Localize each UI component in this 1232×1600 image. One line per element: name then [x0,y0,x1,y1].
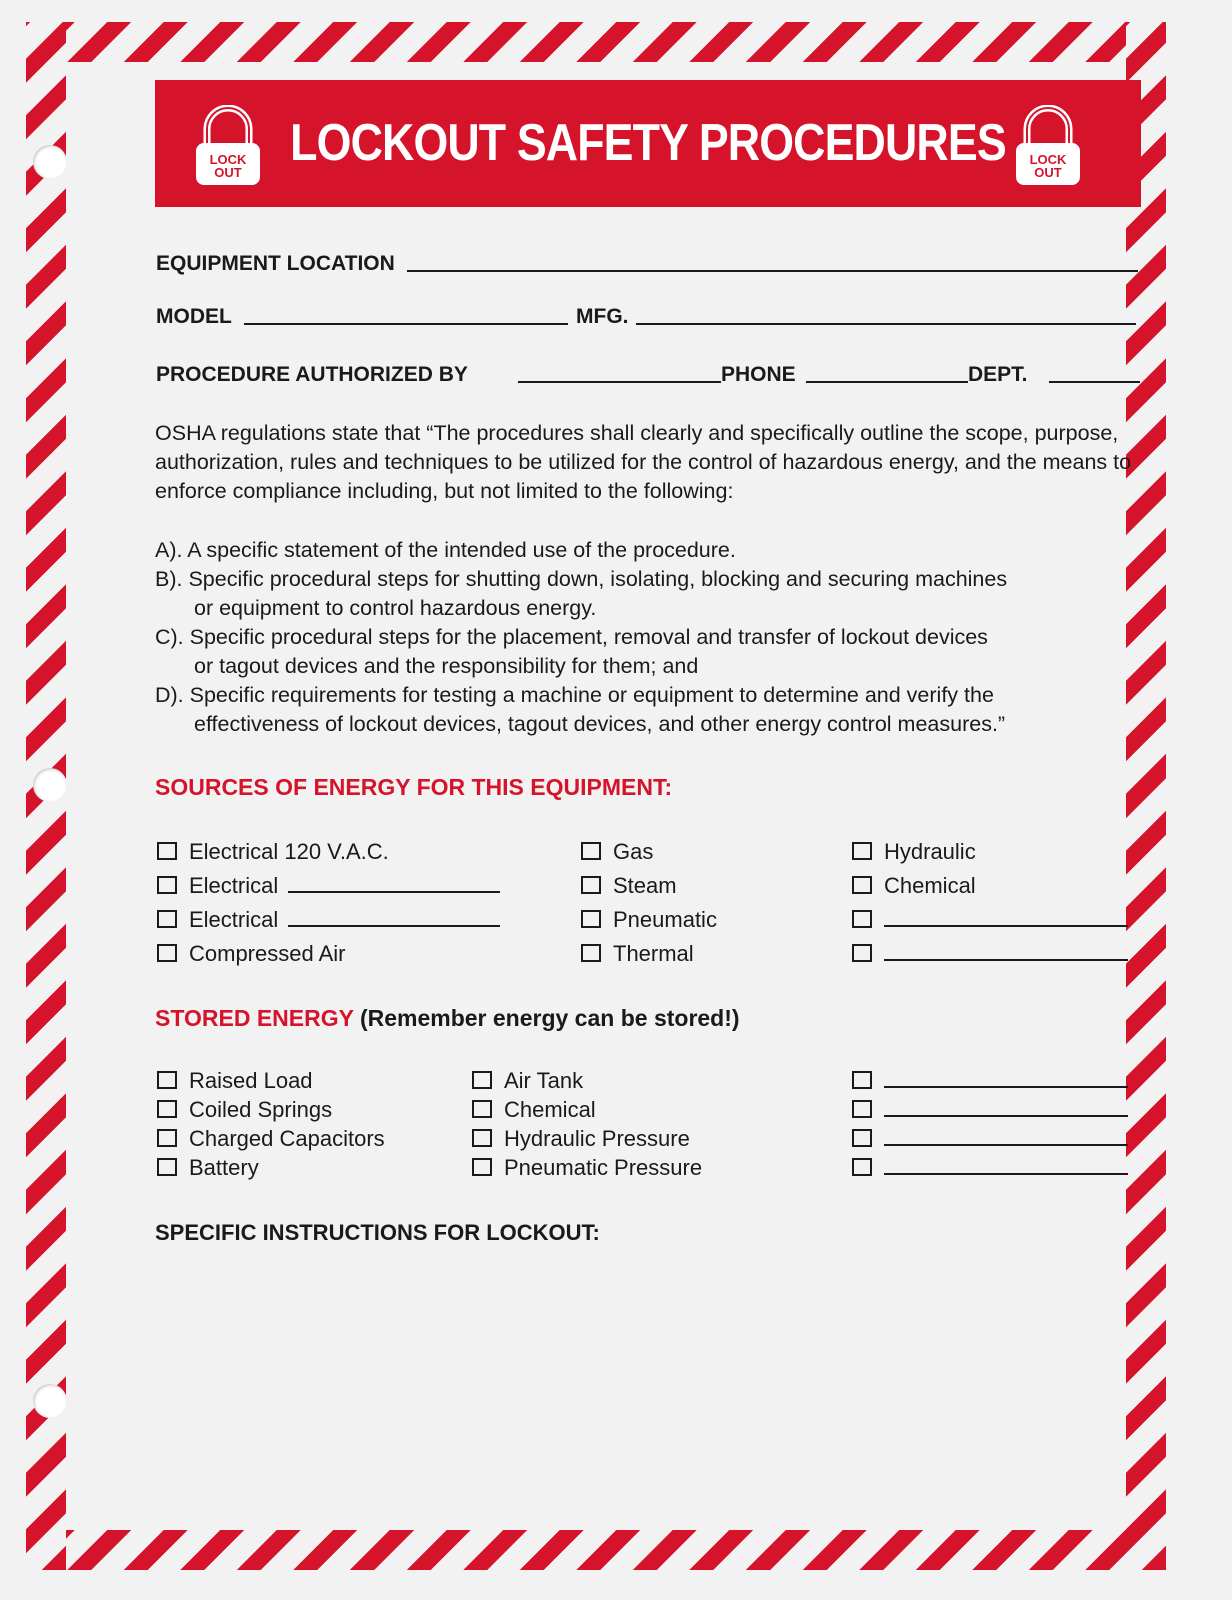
binder-hole-middle [33,768,67,802]
authorized-by-field[interactable] [518,381,721,383]
list-item: D). Specific requirements for testing a machine or equipment to determine and verify the effectiveness of lockout devices, tagout devices, and other energy control measures.” [155,683,1006,736]
source-option[interactable]: Hydraulic [852,839,976,865]
checkbox[interactable] [852,1071,872,1089]
source-option[interactable]: Steam [581,873,677,899]
specific-instructions-heading: SPECIFIC INSTRUCTIONS FOR LOCKOUT: [155,1220,600,1245]
stored-option[interactable]: Chemical [472,1097,596,1123]
fill-in-line[interactable] [288,924,500,927]
source-option[interactable]: Chemical [852,873,976,899]
stored-option[interactable] [852,1068,1128,1094]
header-banner [155,80,1141,207]
stored-option[interactable]: Charged Capacitors [157,1126,385,1152]
mfg-field[interactable] [636,323,1136,325]
checkbox[interactable] [157,842,177,860]
checkbox[interactable] [852,876,872,894]
stored-option[interactable]: Raised Load [157,1068,313,1094]
list-item: B). Specific procedural steps for shutting down, isolating, blocking and securing machines or equipment to control hazardous energy. [155,567,1008,620]
checkbox[interactable] [852,1129,872,1147]
source-option[interactable]: Electrical [157,873,500,899]
checkbox[interactable] [472,1100,492,1118]
checkbox[interactable] [581,910,601,928]
source-option[interactable]: Gas [581,839,653,865]
checkbox[interactable] [852,1100,872,1118]
checkbox[interactable] [157,910,177,928]
fill-in-line[interactable] [884,1143,1128,1146]
stored-option[interactable]: Air Tank [472,1068,583,1094]
osha-paragraph: OSHA regulations state that “The procedures shall clearly and specifically outline the scope, purpose, authorization, rules and techniques to be utilized for the control of hazardous energy, and the means to enforce compliance including, but not limited to the following: [155,421,1132,503]
source-option[interactable]: Electrical [157,907,500,933]
mfg-label: MFG. [576,305,629,328]
source-option[interactable]: Compressed Air [157,941,346,967]
source-option[interactable]: Electrical 120 V.A.C. [157,839,389,865]
checkbox[interactable] [852,1158,872,1176]
checkbox[interactable] [581,842,601,860]
phone-label: PHONE [721,363,796,386]
stored-option[interactable]: Coiled Springs [157,1097,332,1123]
stored-option[interactable]: Hydraulic Pressure [472,1126,690,1152]
fill-in-line[interactable] [884,958,1128,961]
source-option[interactable] [852,907,1128,933]
checkbox[interactable] [157,876,177,894]
checkbox[interactable] [157,1158,177,1176]
checkbox[interactable] [157,1100,177,1118]
checkbox[interactable] [472,1129,492,1147]
checkbox[interactable] [852,910,872,928]
authorized-by-label: PROCEDURE AUTHORIZED BY [156,363,468,386]
stored-energy-heading: STORED ENERGY (Remember energy can be stored!) [155,1005,740,1031]
list-item: A). A specific statement of the intended use of the procedure. [155,538,736,562]
fill-in-line[interactable] [884,1114,1128,1117]
stored-option[interactable] [852,1097,1128,1123]
fill-in-line[interactable] [884,1085,1128,1088]
hazard-stripe-right [1126,22,1166,1570]
checkbox[interactable] [157,1129,177,1147]
dept-field[interactable] [1049,381,1140,383]
stored-option[interactable]: Battery [157,1155,259,1181]
page-title: LOCKOUT SAFETY PROCEDURES [290,114,1006,172]
fill-in-line[interactable] [288,890,500,893]
lock-out-icon: LOCK OUT [1013,105,1083,187]
source-option[interactable] [852,941,1128,967]
binder-hole-top [33,145,67,179]
model-label: MODEL [156,305,232,328]
source-option[interactable]: Pneumatic [581,907,717,933]
fill-in-line[interactable] [884,924,1128,927]
lock-out-icon: LOCK OUT [193,105,263,187]
checkbox[interactable] [472,1158,492,1176]
dept-label: DEPT. [968,363,1028,386]
hazard-stripe-bottom [26,1530,1166,1570]
checkbox[interactable] [157,1071,177,1089]
checkbox[interactable] [852,944,872,962]
model-field[interactable] [244,323,568,325]
checkbox[interactable] [852,842,872,860]
checkbox[interactable] [581,944,601,962]
hazard-stripe-top [26,22,1166,62]
binder-hole-bottom [33,1384,67,1418]
source-option[interactable]: Thermal [581,941,694,967]
checkbox[interactable] [581,876,601,894]
equipment-location-field[interactable] [407,270,1138,272]
stored-option[interactable]: Pneumatic Pressure [472,1155,702,1181]
equipment-location-label: EQUIPMENT LOCATION [156,252,395,275]
stored-energy-note: (Remember energy can be stored!) [359,1005,740,1031]
checkbox[interactable] [472,1071,492,1089]
phone-field[interactable] [806,381,968,383]
stored-option[interactable] [852,1126,1128,1152]
list-item: C). Specific procedural steps for the placement, removal and transfer of lockout devices or tagout devices and the responsibility for them; and [155,625,988,678]
fill-in-line[interactable] [884,1172,1128,1175]
sources-heading: SOURCES OF ENERGY FOR THIS EQUIPMENT: [155,774,673,800]
checkbox[interactable] [157,944,177,962]
stored-option[interactable] [852,1155,1128,1181]
